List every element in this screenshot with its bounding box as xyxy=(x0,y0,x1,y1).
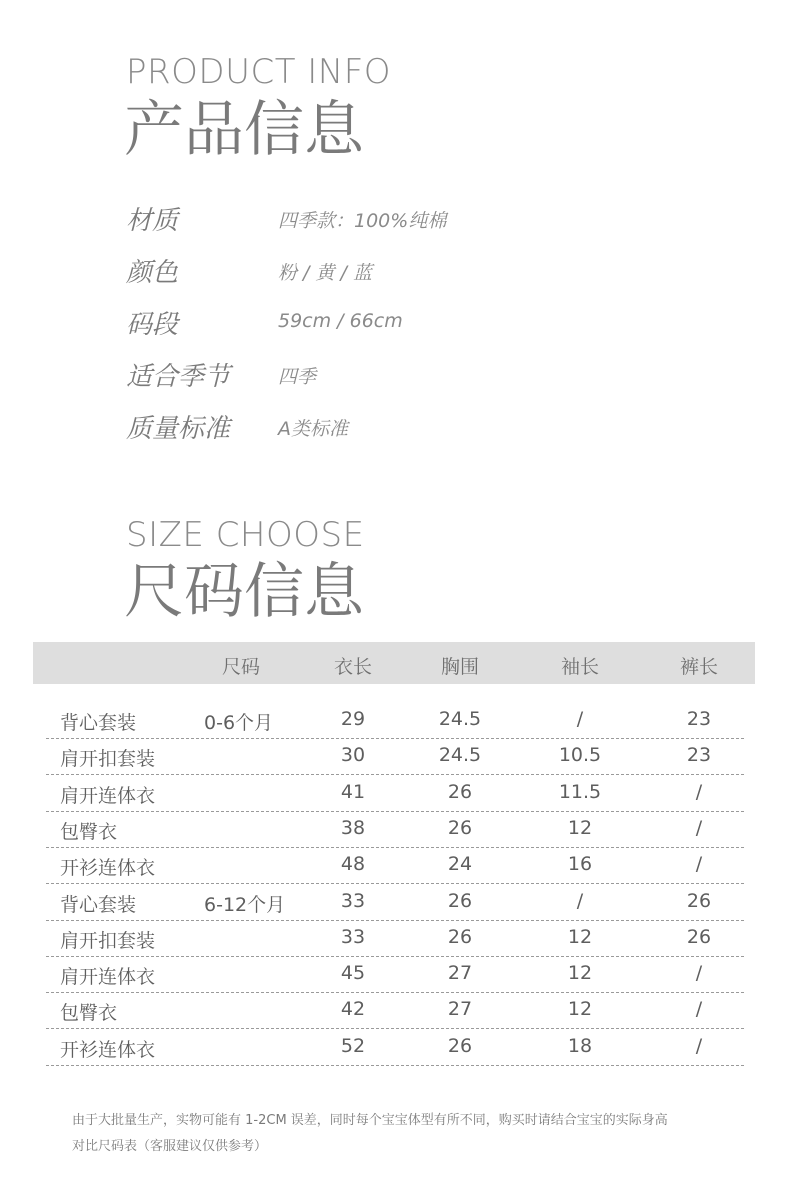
table-cell: 18 xyxy=(567,1034,593,1057)
table-cell: 0-6个月 xyxy=(204,712,274,734)
table-row xyxy=(46,702,744,739)
table-cell: 27 xyxy=(447,962,473,985)
header-pants: 裤长 xyxy=(679,656,719,678)
table-cell: 52 xyxy=(340,1034,366,1057)
table-cell: 26 xyxy=(447,780,473,803)
table-cell: 42 xyxy=(340,998,366,1021)
table-cell: 33 xyxy=(340,925,366,948)
table-cell: 开衫连体衣 xyxy=(60,857,156,880)
table-cell: 24.5 xyxy=(438,744,482,767)
footnote-line-2: 对比尺码表（客服建议仅供参考） xyxy=(72,1139,268,1154)
header-length: 衣长 xyxy=(333,656,373,678)
table-cell: 肩开连体衣 xyxy=(60,784,156,807)
table-cell: / xyxy=(695,816,703,839)
table-cell: / xyxy=(576,889,584,912)
table-cell: 背心套装 xyxy=(60,893,137,916)
table-cell: 24 xyxy=(447,853,473,876)
info-label: 码段 xyxy=(126,310,179,340)
table-cell: 30 xyxy=(340,744,366,767)
table-cell: 41 xyxy=(340,780,366,803)
table-row xyxy=(46,811,744,848)
header-size: 尺码 xyxy=(221,656,261,678)
info-value: 59cm / 66cm xyxy=(278,310,403,332)
table-cell: 开衫连体衣 xyxy=(60,1038,156,1061)
info-label: 材质 xyxy=(126,206,179,236)
table-cell: 33 xyxy=(340,889,366,912)
info-value: 四季 xyxy=(278,366,317,388)
table-cell: 11.5 xyxy=(558,780,602,803)
table-cell: 38 xyxy=(340,816,366,839)
table-row xyxy=(46,884,744,921)
table-cell: / xyxy=(576,708,584,730)
table-cell: 26 xyxy=(447,925,473,948)
table-cell: 肩开连体衣 xyxy=(60,966,156,989)
table-cell: 26 xyxy=(686,925,712,948)
table-cell: 12 xyxy=(567,998,593,1021)
table-cell: 16 xyxy=(567,853,593,876)
table-row xyxy=(46,1029,744,1066)
info-label: 颜色 xyxy=(126,258,179,288)
info-value: 粉 / 黄 / 蓝 xyxy=(278,262,372,284)
table-row xyxy=(46,847,744,884)
table-cell: / xyxy=(695,962,703,985)
footnote xyxy=(72,1108,732,1160)
table-cell: 26 xyxy=(686,889,712,912)
table-cell: 48 xyxy=(340,853,366,876)
info-row-size-range xyxy=(126,304,726,344)
table-cell: / xyxy=(695,998,703,1021)
table-cell: 24.5 xyxy=(438,708,482,730)
table-cell: 26 xyxy=(447,889,473,912)
table-cell: 23 xyxy=(686,744,712,767)
table-cell: 10.5 xyxy=(558,744,602,767)
table-cell: 12 xyxy=(567,925,593,948)
table-cell: / xyxy=(695,853,703,876)
header-sleeve: 袖长 xyxy=(560,656,600,678)
table-row xyxy=(46,738,744,775)
product-info-title-cn: 产品信息 xyxy=(124,95,364,165)
table-cell: 包臀衣 xyxy=(60,820,118,843)
header-chest: 胸围 xyxy=(440,656,480,678)
info-row-quality xyxy=(126,408,726,448)
info-label: 质量标准 xyxy=(126,414,231,444)
table-cell: 29 xyxy=(340,708,366,730)
info-value: A类标准 xyxy=(278,418,348,440)
table-cell: 肩开扣套装 xyxy=(60,929,156,952)
size-title-cn: 尺码信息 xyxy=(124,557,364,627)
size-table-header xyxy=(33,642,755,684)
table-cell: 27 xyxy=(447,998,473,1021)
info-value: 四季款：100%纯棉 xyxy=(278,210,447,232)
table-row xyxy=(46,992,744,1029)
table-cell: 45 xyxy=(340,962,366,985)
table-cell: 26 xyxy=(447,1034,473,1057)
table-cell: 包臀衣 xyxy=(60,1002,118,1025)
info-row-season xyxy=(126,356,726,396)
table-cell: 肩开扣套装 xyxy=(60,748,156,771)
table-cell: / xyxy=(695,1034,703,1057)
table-row xyxy=(46,920,744,957)
product-info-title-en: PRODUCT INFO xyxy=(126,52,392,92)
footnote-line-1: 由于大批量生产，实物可能有 1-2CM 误差，同时每个宝宝体型有所不同，购买时请结合宝宝的实际身高 xyxy=(72,1113,668,1128)
table-cell: 12 xyxy=(567,816,593,839)
table-row xyxy=(46,956,744,993)
size-title-en: SIZE CHOOSE xyxy=(126,515,365,555)
table-row xyxy=(46,775,744,812)
table-cell: 背心套装 xyxy=(60,712,137,734)
table-cell: / xyxy=(695,780,703,803)
table-cell: 12 xyxy=(567,962,593,985)
info-row-color xyxy=(126,252,726,292)
table-cell: 6-12个月 xyxy=(204,893,286,916)
info-label: 适合季节 xyxy=(126,362,231,392)
info-row-material xyxy=(126,200,726,240)
table-cell: 23 xyxy=(686,708,712,730)
table-cell: 26 xyxy=(447,816,473,839)
